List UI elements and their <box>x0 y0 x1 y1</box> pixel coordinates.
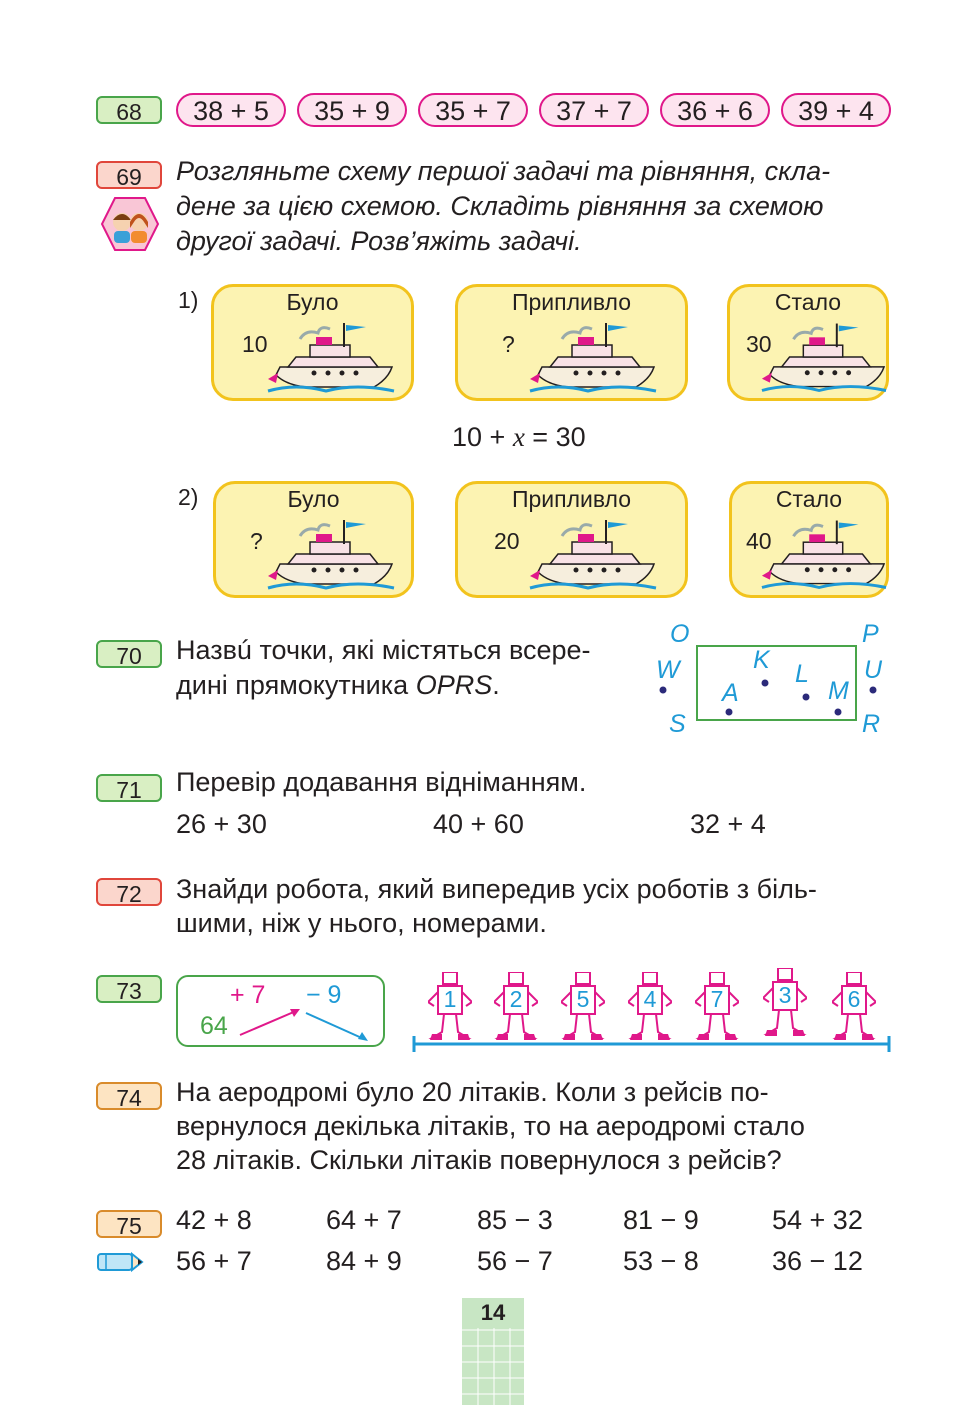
box-title: Було <box>286 289 339 315</box>
point-label-k: K <box>753 646 770 674</box>
exercise-72-number: 72 <box>96 878 162 906</box>
start-number: 64 <box>200 1012 228 1040</box>
robot[interactable] <box>832 972 876 1042</box>
point-label-p: P <box>862 620 879 648</box>
equation-variable: x <box>512 422 525 452</box>
expression: 56 + 7 <box>176 1246 252 1276</box>
exercise-69-text-line: другої задачі. Розв’яжіть задачі. <box>176 226 582 256</box>
exercise-71-number: 71 <box>96 774 162 802</box>
robot-number: 2 <box>509 986 523 1012</box>
exercise-68-number: 68 <box>96 96 162 124</box>
box-title: Стало <box>775 486 843 512</box>
point-a <box>726 709 733 716</box>
exercise-75-number: 75 <box>96 1210 162 1238</box>
expression: 53 − 8 <box>623 1246 699 1276</box>
pencil-icon <box>96 1251 144 1273</box>
task-2-label: 2) <box>178 484 199 510</box>
robot[interactable] <box>628 972 672 1042</box>
task-1-label: 1) <box>178 287 199 313</box>
box-title: Припливло <box>511 486 632 512</box>
expression-pill: 35 + 7 <box>418 93 528 127</box>
expression-pill: 36 + 6 <box>660 93 770 127</box>
point-label-m: M <box>828 677 849 705</box>
exercise-69-text-line: дене за цією схемою. Складіть рівняння за схемою <box>176 191 824 221</box>
box-value: 40 <box>746 528 772 554</box>
box-value: 10 <box>242 331 268 357</box>
page-number-tab <box>462 1298 524 1405</box>
box-title: Стало <box>774 289 842 315</box>
expression-pill: 39 + 4 <box>781 93 891 127</box>
robot-number: 3 <box>778 982 792 1008</box>
expression: 84 + 9 <box>326 1246 402 1276</box>
expression: 42 + 8 <box>176 1205 252 1235</box>
exercise-74-number: 74 <box>96 1082 162 1110</box>
text-part: дині прямокутника <box>176 670 416 700</box>
expression: 81 − 9 <box>623 1205 699 1235</box>
robot-number: 1 <box>443 986 457 1012</box>
point-u <box>870 687 877 694</box>
point-label-o: O <box>670 620 690 648</box>
expression: 32 + 4 <box>690 809 766 839</box>
box-value: ? <box>502 331 515 357</box>
expression-pill: 38 + 5 <box>176 93 286 127</box>
exercise-69-text-line: Розгляньте схему першої задачі та рівняння, скла- <box>176 156 831 186</box>
text-part: . <box>492 670 500 700</box>
point-m <box>835 709 842 716</box>
point-l <box>803 694 810 701</box>
box-title: Припливло <box>511 289 632 315</box>
point-label-l: L <box>795 660 809 688</box>
box-title: Було <box>287 486 340 512</box>
expression: 40 + 60 <box>433 809 524 839</box>
exercise-70-text-line: Назвú точки, які містяться всере- <box>176 635 591 665</box>
point-label-w: W <box>656 656 680 684</box>
operation-subtract: − 9 <box>306 981 342 1009</box>
robot[interactable] <box>763 968 807 1038</box>
box-value: 20 <box>494 528 520 554</box>
expression: 36 − 12 <box>772 1246 863 1276</box>
exercise-74-text-line: вернулося декілька літаків, то на аеродромі стало <box>176 1111 805 1141</box>
robot-list <box>410 968 895 1048</box>
point-label-u: U <box>864 656 883 684</box>
point-label-s: S <box>669 710 686 738</box>
expression: 54 + 32 <box>772 1205 863 1235</box>
exercise-72-text-line: Знайди робота, який випередив усіх роботів з біль- <box>176 874 817 904</box>
chain-arrows <box>178 977 387 1049</box>
expression: 64 + 7 <box>326 1205 402 1235</box>
point-k <box>762 680 769 687</box>
equation: 10 + x = 30 <box>452 422 586 452</box>
exercise-71-text: Перевір додавання відніманням. <box>176 767 587 797</box>
exercise-70-number: 70 <box>96 640 162 668</box>
exercise-69-number: 69 <box>96 161 162 189</box>
robot-number: 4 <box>643 986 657 1012</box>
robot[interactable] <box>561 972 605 1042</box>
point-w <box>660 687 667 694</box>
exercise-73-number: 73 <box>96 975 162 1003</box>
box-value: 30 <box>746 331 772 357</box>
expression: 26 + 30 <box>176 809 267 839</box>
rectangle-name: OPRS <box>415 670 493 700</box>
robot[interactable] <box>428 972 472 1042</box>
point-label-a: A <box>722 679 739 707</box>
operation-add: + 7 <box>230 981 266 1009</box>
robot-number: 5 <box>576 986 590 1012</box>
robot-number: 6 <box>847 986 861 1012</box>
expression-pill: 37 + 7 <box>539 93 649 127</box>
point-label-r: R <box>862 710 881 738</box>
exercise-74-text-line: 28 літаків. Скільки літаків повернулося з рейсів? <box>176 1145 782 1175</box>
box-value: ? <box>250 528 263 554</box>
expression: 85 − 3 <box>477 1205 553 1235</box>
expression-pill: 35 + 9 <box>297 93 407 127</box>
robot-number: 7 <box>710 986 724 1012</box>
exercise-72-text-line: шими, ніж у нього, номерами. <box>176 908 547 938</box>
robot[interactable] <box>695 972 739 1042</box>
exercise-74-text-line: На аеродромі було 20 літаків. Коли з рейсів по- <box>176 1077 769 1107</box>
chain-box <box>176 975 385 1047</box>
page-number: 14 <box>480 1300 506 1325</box>
robot[interactable] <box>494 972 538 1042</box>
expression: 56 − 7 <box>477 1246 553 1276</box>
